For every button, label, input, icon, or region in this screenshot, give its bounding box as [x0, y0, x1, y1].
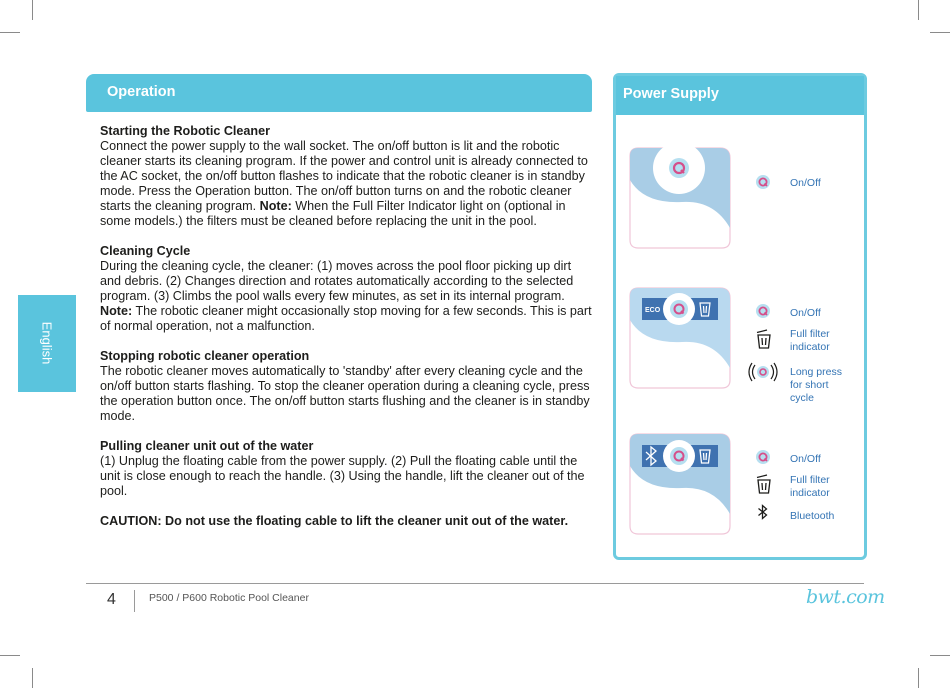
language-label: English — [39, 321, 55, 365]
section-stopping — [100, 349, 592, 424]
section-starting — [100, 124, 592, 229]
legend-label: On/Off — [790, 307, 821, 319]
bluetooth-icon — [757, 504, 769, 520]
control-unit-3-illustration — [624, 428, 736, 540]
crop-mark — [32, 0, 33, 20]
note-label: Note: — [259, 199, 292, 213]
control-unit-1-illustration — [624, 142, 736, 254]
legend-label: On/Off — [790, 177, 821, 189]
footer-divider — [86, 583, 864, 584]
section-pulling — [100, 439, 592, 499]
power-icon — [754, 448, 772, 466]
footer-separator — [134, 590, 135, 612]
power-supply-header — [616, 76, 864, 115]
filter-bin-icon — [756, 474, 772, 494]
note-text: When the Full Filter Indicator light on (optional in some models.) the filters must be cleaned before replacing the unit in the pool. — [100, 199, 566, 228]
language-tab — [18, 295, 76, 392]
operation-content — [100, 124, 592, 544]
crop-mark — [0, 32, 20, 33]
power-icon — [754, 302, 772, 320]
section-title: Pulling cleaner unit out of the water — [100, 439, 314, 453]
operation-header — [86, 74, 592, 112]
section-title: Starting the Robotic Cleaner — [100, 124, 271, 138]
operation-title: Operation — [107, 84, 176, 100]
filter-bin-icon — [756, 329, 772, 349]
section-cleaning-cycle — [100, 244, 592, 334]
note-text: The robotic cleaner might occasionally stop moving for a few seconds. This is part of normal operation, not a malfunction. — [100, 304, 592, 333]
section-body: The robotic cleaner moves automatically to 'standby' after every cleaning cycle and the on/off button starts flashing. To stop the cleaner operation during a cleaning cycle, press the operation button once. The on/off button starts flushing and the cleaner is in standby mode. — [100, 364, 590, 423]
legend-label: On/Off — [790, 453, 821, 465]
caution — [100, 514, 592, 529]
eco-badge: ECO — [645, 307, 661, 314]
product-name: P500 / P600 Robotic Pool Cleaner — [149, 592, 309, 604]
crop-mark — [918, 668, 919, 688]
power-icon — [754, 173, 772, 191]
legend-label: Full filter indicator — [790, 474, 830, 499]
section-title: Stopping robotic cleaner operation — [100, 349, 310, 363]
long-press-icon — [748, 362, 778, 382]
crop-mark — [0, 655, 20, 656]
legend-label: Full filter indicator — [790, 328, 830, 353]
crop-mark — [32, 668, 33, 688]
note-label: Note: — [100, 304, 133, 318]
legend-label: Bluetooth — [790, 510, 835, 522]
section-body: During the cleaning cycle, the cleaner: (1) moves across the pool floor picking up dirt and debris. (2) Changes direction and rotates automatically according to the selected program. (3) Climbs the pool walls every few minutes, as set in its internal program. — [100, 259, 574, 303]
legend-label: Long press for short cycle — [790, 366, 842, 404]
control-unit-2-illustration — [624, 282, 736, 394]
crop-mark — [918, 0, 919, 20]
caution-text: CAUTION: Do not use the floating cable to lift the cleaner unit out of the water. — [100, 514, 569, 528]
brand-logo: bwt.com — [806, 586, 885, 608]
crop-mark — [930, 655, 950, 656]
section-body: (1) Unplug the floating cable from the power supply. (2) Pull the floating cable until the unit is close enough to reach the handle. (3) Using the handle, lift the cleaner out of the pool. — [100, 454, 585, 498]
page-number: 4 — [107, 591, 116, 608]
section-title: Cleaning Cycle — [100, 244, 191, 258]
power-supply-panel — [613, 73, 867, 560]
power-supply-title: Power Supply — [623, 86, 719, 102]
section-body: Connect the power supply to the wall socket. The on/off button is lit and the robotic cleaner starts its cleaning program. If the power and control unit is already connected to the AC socket, the on/off button flashes to indicate that the robotic cleaner is in standby mode. Press the Operation button. The on/off button turns on and the robotic cleaner starts the cleaning program. — [100, 139, 588, 213]
crop-mark — [930, 32, 950, 33]
